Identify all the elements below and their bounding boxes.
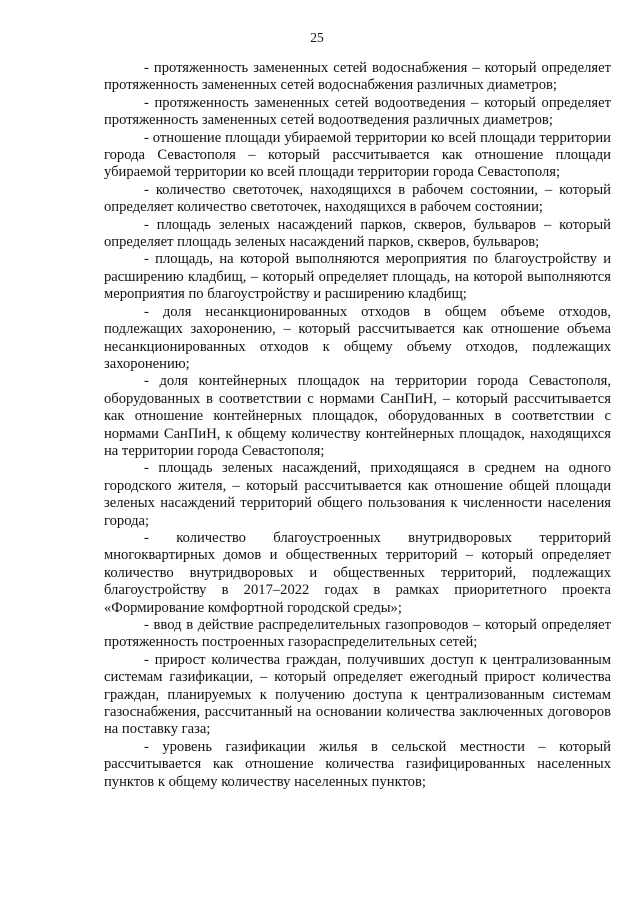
list-item-water-supply-networks: - протяженность замененных сетей водоснабжения – который определяет протяженность замененных сетей водоснабжения различных диаметров; bbox=[104, 60, 611, 94]
list-item-green-area-per-resident: - площадь зеленых насаждений, приходящаяся в среднем на одного городского жителя, – который рассчитывается как отношение общей площади зеленых насаждений территорий общего пользования к численности населения города; bbox=[104, 460, 611, 529]
page-number: 25 bbox=[310, 30, 324, 45]
list-item-container-sites-share: - доля контейнерных площадок на территории города Севастополя, оборудованных в соответствии с нормами СанПиН, – который рассчитывается как отношение контейнерных площадок, оборудованных в соответствии с нормами СанПиН, к общему количеству контейнерных площадок, находящихся на территории города Севастополя; bbox=[104, 373, 611, 459]
list-item-drainage-networks: - протяженность замененных сетей водоотведения – который определяет протяженность замененных сетей водоотведения различных диаметров; bbox=[104, 94, 611, 129]
list-item-improved-courtyards: - количество благоустроенных внутридворовых территорий многоквартирных домов и общественных территорий – который определяет количество внутридворовых и общественных территорий, подлежащих благоустройству в 2017–2022 годах в рамках приоритетного проекта «Формирование комфортной городской среды»; bbox=[104, 529, 611, 616]
list-item-cleaned-territory-ratio: - отношение площади убираемой территории ко всей площади территории города Севастополя – который рассчитывается как отношение площади убираемой территории ко всей площади территории города Севастополя; bbox=[104, 129, 611, 181]
list-item-unauthorized-waste-share: - доля несанкционированных отходов в общем объеме отходов, подлежащих захоронению, – который рассчитывается как отношение объема несанкционированных отходов к общему объему отходов, подлежащих захоронению; bbox=[104, 303, 611, 372]
list-item-gas-access-growth: - прирост количества граждан, получивших доступ к централизованным системам газификации, – который определяет ежегодный прирост количества граждан, планируемых к получению доступа к централизованным системам газоснабжения, рассчитанный на основании количества заключенных договоров на поставку газа; bbox=[104, 651, 611, 738]
list-item-park-green-area: - площадь зеленых насаждений парков, скверов, бульваров – который определяет площадь зеленых насаждений парков, скверов, бульваров; bbox=[104, 216, 611, 251]
list-item-light-points: - количество светоточек, находящихся в рабочем состоянии, – который определяет количество светоточек, находящихся в рабочем состоянии; bbox=[104, 181, 611, 216]
list-item-gas-pipelines: - ввод в действие распределительных газопроводов – который определяет протяженность построенных газораспределительных сетей; bbox=[104, 617, 611, 651]
list-item-cemetery-area: - площадь, на которой выполняются мероприятия по благоустройству и расширению кладбищ, – который определяет площадь, на которой выполняются мероприятия по благоустройству и расширению кладбищ; bbox=[104, 251, 611, 303]
list-item-rural-gasification: - уровень газификации жилья в сельской местности – который рассчитывается как отношение количества газифицированных населенных пунктов к общему количеству населенных пунктов; bbox=[104, 738, 611, 790]
document-body bbox=[104, 60, 611, 791]
